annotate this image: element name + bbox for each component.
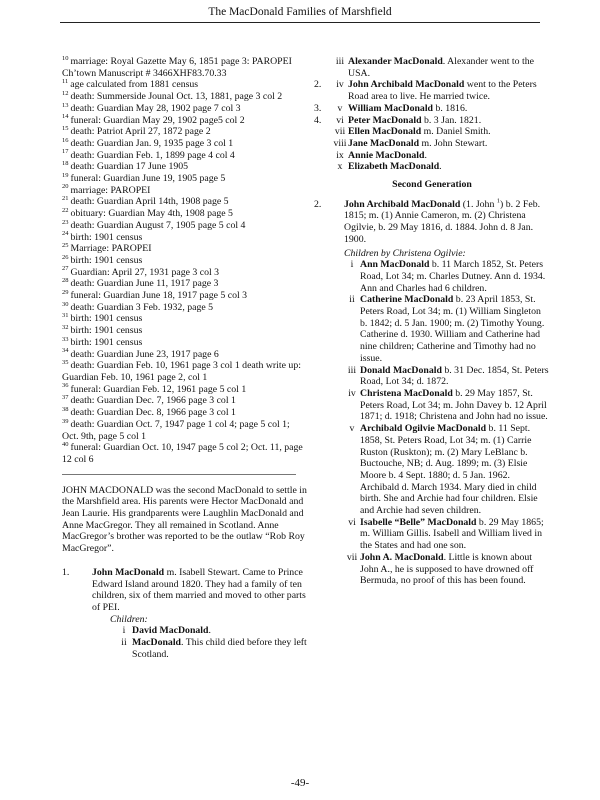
footnote-text: birth: 1901 census — [70, 336, 143, 348]
footnote-text: Guardian: April 27, 1931 page 3 col 3 — [70, 266, 220, 278]
footnote — [62, 56, 308, 79]
child-entry — [344, 517, 550, 552]
footnote-number: 34 — [62, 347, 69, 355]
child-roman-numeral: ix — [336, 149, 344, 161]
footnote-text: funeral: Guardian June 19, 1905 page 5 — [70, 173, 226, 185]
child-details: . This child died before they left Scotland. — [132, 637, 307, 660]
child-text — [360, 259, 550, 294]
child-details: b. 29 May 1865; m. William Gillis. Isabell and William lived in the States and had one son. — [360, 516, 544, 552]
page-number: -49- — [290, 777, 310, 789]
person-name: John MacDonald — [92, 566, 165, 578]
child-name: Christena MacDonald — [360, 387, 453, 399]
footnote-number: 24 — [62, 230, 69, 238]
intro-paragraph: JOHN MACDONALD was the second MacDonald to settle in the Marshfield area. His parents were Hector MacDonald and Jean Laurie. His grandparents were Laughlin MacDonald and Anne MacGregor. They all remained in Scotland. Anne MacGregor’s brother was reported to be the outlaw “Rob Roy MacGregor”. — [62, 484, 307, 555]
footnote-number: 29 — [62, 288, 69, 296]
footnote-number: 40 — [62, 440, 69, 448]
footnote — [62, 313, 308, 325]
child-ref-number — [314, 138, 332, 150]
child-roman-numeral: i — [350, 259, 354, 271]
child-text — [348, 138, 550, 150]
footnote-number: 18 — [62, 160, 69, 168]
footnote-text: funeral: Guardian June 18, 1917 page 5 col 3 — [70, 290, 248, 302]
footnote-number: 10 — [62, 54, 69, 62]
children-list — [116, 625, 308, 660]
child-roman-numeral: vi — [348, 516, 356, 528]
child-details: m. John Stewart. — [419, 137, 488, 149]
footnote — [62, 220, 308, 232]
child-name: Peter MacDonald — [348, 114, 422, 126]
child-roman-numeral: iii — [335, 56, 345, 67]
child-text — [348, 56, 550, 79]
footnote — [62, 325, 308, 337]
footnote-number: 22 — [62, 206, 69, 214]
footnote-text: death: Guardian Feb. 10, 1961 page 3 col 1 death write up: Guardian Feb. 10, 1961 page 2, col 1 — [62, 360, 301, 383]
child-details: m. Daniel Smith. — [421, 126, 491, 138]
child-name: Donald MacDonald — [360, 364, 442, 376]
child-roman-numeral: iv — [336, 79, 344, 91]
footnote-text: funeral: Guardian Feb. 12, 1961 page 5 col 1 — [70, 383, 247, 395]
child-name: Archibald Ogilvie MacDonald — [360, 423, 487, 435]
footnote — [62, 126, 308, 138]
child-entry — [314, 115, 550, 127]
footnote-text: birth: 1901 census — [70, 313, 143, 325]
child-name: William MacDonald — [348, 102, 434, 114]
footnote-number: 31 — [62, 312, 69, 320]
footnote — [62, 290, 308, 302]
footnote — [62, 208, 308, 220]
footnote-text: death: Guardian August 7, 1905 page 5 col 4 — [70, 219, 246, 231]
child-details: b. 11 March 1852, St. Peters Road, Lot 34; m. Charles Dutney. Ann d. 1934. Ann and Charles had 6 children. — [360, 259, 546, 294]
children-list — [344, 259, 550, 587]
child-entry — [314, 79, 550, 102]
footnote-number: 11 — [62, 78, 69, 86]
child-name: Ellen MacDonald — [348, 126, 422, 138]
footnote — [62, 103, 308, 115]
child-name: David MacDonald — [132, 625, 209, 637]
child-details: b. 3 Jan. 1821. — [421, 114, 482, 126]
person-details: m. Isabell Stewart. Came to Prince Edward Island around 1820. They had a family of ten children, six of them married and moved to other parts of PEI. — [92, 566, 306, 613]
footnote — [62, 255, 308, 267]
right-column — [314, 56, 550, 587]
child-details: b. 31 Dec. 1854, St. Peters Road, Lot 34; d. 1872. — [360, 364, 549, 388]
footnote-text: death: Guardian May 28, 1902 page 7 col 3 — [70, 102, 241, 114]
child-roman-numeral: vii — [334, 126, 346, 138]
footnote-number: 14 — [62, 113, 69, 121]
footnote-number: 23 — [62, 218, 69, 226]
child-text — [348, 126, 550, 138]
entry-number: 2. — [314, 198, 322, 210]
child-roman-numeral: v — [337, 102, 343, 114]
children-label: Children by Christena Ogilvie: — [344, 247, 466, 259]
footnote-text: funeral: Guardian Oct. 10, 1947 page 5 col 2; Oct. 11, page 12 col 6 — [62, 442, 303, 465]
child-ref-number — [314, 126, 332, 138]
child-details: b. 11 Sept. 1858, St. Peters Road, Lot 34; m. (1) Carrie Ruston (Ruskton); m. (2) Mary LeBlanc b. Buctouche, NB; d. Aug. 1899; m. (3) Elsie Moore b. 4 Sept. 1880; d. 5 Jan. 1962. Archibald d. March 1934. Mary died in child birth. She and Archie had four children. Elsie and Archie had seven children. — [360, 423, 538, 517]
footnote — [62, 150, 308, 162]
child-ref-number: 4. — [314, 114, 322, 126]
footnote-number: 25 — [62, 241, 69, 249]
footnote-number: 26 — [62, 253, 69, 261]
footnote — [62, 185, 308, 197]
footnote-number: 30 — [62, 300, 69, 308]
child-text — [360, 552, 550, 587]
child-text — [360, 365, 550, 388]
child-entry — [344, 259, 550, 294]
child-text — [360, 388, 550, 423]
child-entry — [344, 365, 550, 388]
footnote — [62, 138, 308, 150]
footnotes-list — [62, 56, 308, 466]
child-details: . Little is known about John A., he is supposed to have drowned off Bermuda, no proof of this has been found. — [360, 551, 534, 587]
footnote — [62, 395, 308, 407]
footnote-text: death: Guardian Dec. 8, 1966 page 3 col 1 — [70, 407, 236, 419]
child-text — [348, 115, 550, 127]
footnote-text: death: Guardian June 23, 1917 page 6 — [70, 348, 219, 360]
footnote-text: death: Guardian June 11, 1917 page 3 — [70, 278, 219, 290]
footnote-number: 32 — [62, 323, 69, 331]
footnote-text: death: Guardian April 14th, 1908 page 5 — [70, 196, 229, 208]
child-roman-numeral: v — [349, 423, 355, 435]
child-ref-number — [314, 150, 332, 162]
child-roman-numeral: ii — [349, 294, 355, 306]
child-entry — [314, 56, 550, 79]
child-text — [360, 294, 550, 364]
footnote-number: 20 — [62, 183, 69, 191]
child-roman-numeral: iii — [347, 364, 357, 376]
footnote-text: death: Summerside Jounal Oct. 13, 1881, page 3 col 2 — [70, 91, 283, 103]
child-details: b. 29 May 1857, St. Peters Road, Lot 34; m. John Davey b. 12 April 1871; d. 1918; Christena and John had no issue. — [360, 387, 548, 423]
footnote-text: Marriage: PAROPEI — [70, 243, 152, 255]
child-entry — [314, 138, 550, 150]
child-entry — [314, 126, 550, 138]
child-entry — [344, 552, 550, 587]
footnote — [62, 407, 308, 419]
footnote-number: 33 — [62, 335, 69, 343]
footnote-number: 28 — [62, 277, 69, 285]
footnote — [62, 349, 308, 361]
footnote-text: marriage: PAROPEI — [70, 184, 151, 196]
footnote — [62, 360, 308, 383]
footnote-number: 37 — [62, 394, 69, 402]
child-roman-numeral: vii — [346, 551, 358, 563]
footnote-number: 12 — [62, 89, 69, 97]
child-entry — [116, 637, 308, 660]
footnote-text: age calculated from 1881 census — [70, 79, 199, 91]
footnote-number: 17 — [62, 148, 69, 156]
footnote-text: marriage: Royal Gazette May 6, 1851 page 3: PAROPEI Ch’town Manuscript # 3466XHF83.70.33 — [62, 56, 292, 79]
child-name: Jane MacDonald — [348, 137, 420, 149]
child-text — [348, 150, 550, 162]
footnote-number: 15 — [62, 124, 69, 132]
child-entry — [344, 388, 550, 423]
child-details: . — [424, 149, 427, 161]
footnote — [62, 173, 308, 185]
children-label: Children: — [110, 613, 148, 625]
child-text — [348, 103, 550, 115]
footnote-number: 16 — [62, 136, 69, 144]
child-roman-numeral: ii — [121, 637, 127, 649]
person-name: John Archibald MacDonald — [344, 198, 461, 210]
footnote-text: death: Guardian Feb. 1, 1899 page 4 col 4 — [70, 149, 235, 161]
footnote — [62, 419, 308, 442]
child-entry — [314, 161, 550, 173]
footnote — [62, 337, 308, 349]
footnote-text: obituary: Guardian May 4th, 1908 page 5 — [70, 208, 233, 220]
genealogy-entry-2: 2. John Archibald MacDonald (1. John $^1$) b. 2 Feb. 1815; m. (1) Annie Cameron, m. (2) Christena Ogilvie, b. 29 May 1816, d. 1884. John d. 8 Jan. 1900. Children by Christena Ogilvie: i Ann MacDonald b. 11 March 1852, St. Peters Road, Lot 34; m. Charles Dutney. Ann d. 1934. Ann and Charles had 6 children. ii Catherine MacDonald b. 23 April 1853, St. Peters Road, Lot 34; m. (1) William Singleton b. 1842; d. 5 Jan. 1900; m. (2) Timothy Young. Catherine d. 1930. William and Catherine had nine children; Catherine and Timothy had no issue. iii Donald MacDonald b. 31 Dec. 1854, St. Peters Road, Lot 34; d. 1872. iv Christena MacDonald b. 29 May 1857, St. Peters Road, Lot 34; m. John Davey b. 12 April 1871; d. 1918; Christena and John had no issue. v Archibald Ogilvie MacDonald b. 11 Sept. 1858, St. Peters Road, Lot 34; m. (1) Carrie Ruston (Ruskton); m. (2) Mary LeBlanc b. Buctouche, NB; d. Aug. 1899; m. (3) Elsie Moore b. 4 Sept. 1880; d. 5 Jan. 1962. Archibald d. March 1934. Mary died in child birth. She and Archie had four children. Elsie and Archie had seven children. vi Isabelle “Belle” MacDonald b. 29 May 1865; m. William Gillis. Isabell and William lived in the States and had one son. vii John A. MacDonald. Little is known about John A., he is supposed to have drowned off Bermuda, no proof of this has been found. — [314, 197, 549, 587]
footnote-text: death: Guardian 3 Feb. 1932, page 5 — [70, 301, 214, 313]
footnote — [62, 302, 308, 314]
child-roman-numeral: x — [337, 161, 343, 173]
footnote — [62, 91, 308, 103]
child-ref-number: 2. — [314, 79, 322, 91]
child-text — [360, 517, 550, 552]
child-details: . — [439, 161, 442, 173]
child-ref-number — [314, 161, 332, 173]
children-list-continued — [314, 56, 550, 173]
footnote — [62, 79, 308, 91]
footnote — [62, 384, 308, 396]
child-roman-numeral: iv — [348, 387, 356, 399]
child-entry — [314, 150, 550, 162]
child-name: Isabelle “Belle” MacDonald — [360, 516, 477, 528]
child-entry — [344, 423, 550, 517]
footnote-text: death: Guardian 17 June 1905 — [70, 161, 189, 173]
child-text — [348, 79, 550, 102]
child-roman-numeral: vi — [336, 114, 344, 126]
child-name: Catherine MacDonald — [360, 294, 454, 306]
footnote-number: 36 — [62, 382, 69, 390]
footnote-number: 13 — [62, 101, 69, 109]
footnote — [62, 161, 308, 173]
footnote-text: birth: 1901 census — [70, 231, 143, 243]
child-text — [360, 423, 550, 517]
footnote-number: 21 — [62, 195, 69, 203]
child-details: went to the Peters Road area to live. He married twice. — [348, 79, 537, 103]
footnote-text: death: Guardian Jan. 9, 1935 page 3 col 1 — [70, 137, 234, 149]
child-entry — [314, 103, 550, 115]
child-details: . Alexander went to the USA. — [348, 56, 534, 79]
child-text — [132, 637, 308, 660]
child-name: John A. MacDonald — [360, 551, 444, 563]
footnote — [62, 267, 308, 279]
footnote-text: funeral: Guardian May 29, 1902 page5 col 2 — [70, 114, 245, 126]
footnote-text: death: Guardian Dec. 7, 1966 page 3 col 1 — [70, 395, 236, 407]
child-roman-numeral: viii — [333, 137, 347, 149]
child-details: b. 23 April 1853, St. Peters Road, Lot 34; m. (1) William Singleton b. 1842; d. 5 Jan. 1900; m. (2) Timothy Young. Catherine d. 1930. William and Catherine had nine children; Catherine and Timothy had no issue. — [360, 294, 545, 364]
child-text — [132, 625, 308, 637]
section-title: Second Generation — [392, 179, 472, 191]
footnote — [62, 196, 308, 208]
child-entry — [344, 294, 550, 364]
left-column — [62, 56, 308, 660]
child-details: . — [208, 625, 211, 637]
footnote — [62, 115, 308, 127]
child-name: Annie MacDonald — [348, 149, 425, 161]
footnote-text: birth: 1901 census — [70, 254, 143, 266]
footnote-text: death: Patriot April 27, 1872 page 2 — [70, 126, 211, 138]
footnote-number: 38 — [62, 405, 69, 413]
footnote — [62, 442, 308, 465]
running-header: The MacDonald Families of Marshfield — [208, 6, 392, 18]
child-entry — [116, 625, 308, 637]
child-name: Elizabeth MacDonald — [348, 161, 440, 173]
child-name: MacDonald — [132, 637, 181, 649]
entry-number: 1. — [62, 566, 70, 578]
footnote-number: 19 — [62, 171, 69, 179]
footnote — [62, 232, 308, 244]
footnote-text: death: Guardian Oct. 7, 1947 page 1 col 4; page 5 col 1; Oct. 9th, page 5 col 1 — [62, 418, 290, 442]
child-text — [348, 161, 550, 173]
section-divider — [62, 474, 296, 475]
footnote-number: 39 — [62, 417, 69, 425]
child-name: John Archibald MacDonald — [348, 79, 465, 91]
footnote-number: 35 — [62, 359, 69, 367]
footnote-number: 27 — [62, 265, 69, 273]
footnote-text: birth: 1901 census — [70, 325, 143, 337]
child-ref-number: 3. — [314, 102, 322, 114]
child-roman-numeral: i — [122, 625, 126, 637]
footnote — [62, 243, 308, 255]
footnote — [62, 278, 308, 290]
genealogy-entry-1 — [62, 567, 308, 661]
child-name: Ann MacDonald — [360, 259, 430, 271]
child-ref-number — [314, 56, 332, 79]
header-rule — [60, 22, 540, 23]
child-details: b. 1816. — [433, 102, 468, 114]
child-name: Alexander MacDonald — [348, 56, 443, 67]
